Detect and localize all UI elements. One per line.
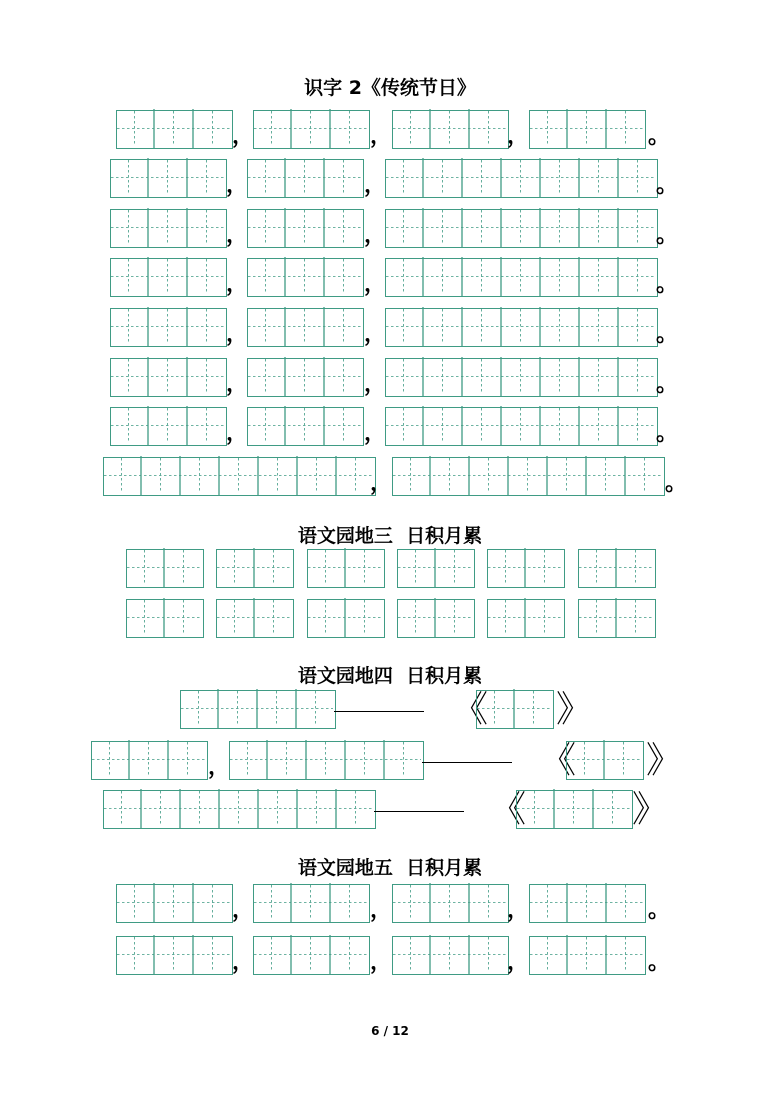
writing-grid[interactable] [392,457,665,496]
writing-grid[interactable] [385,358,658,397]
writing-grid[interactable] [578,599,656,638]
book-title-close-mark: 》 [632,789,669,830]
writing-grid[interactable] [110,159,227,198]
writing-grid[interactable] [529,936,646,975]
period-mark: 。 [656,322,679,347]
section-title-garden-3: 语文园地三 日积月累 [297,525,483,547]
writing-grid[interactable] [247,308,364,347]
writing-grid[interactable] [91,741,208,780]
writing-grid[interactable] [110,407,227,446]
writing-grid[interactable] [216,549,294,588]
comma-mark: ， [370,898,393,923]
comma-mark: ， [232,898,255,923]
comma-mark: ， [232,950,255,975]
writing-grid[interactable] [116,936,233,975]
period-mark: 。 [656,272,679,297]
comma-mark: ， [370,124,393,149]
writing-grid[interactable] [126,599,204,638]
writing-grid[interactable] [103,790,376,829]
comma-mark: ， [226,223,249,248]
writing-grid[interactable] [247,258,364,297]
writing-grid[interactable] [397,599,475,638]
period-mark: 。 [656,173,679,198]
period-mark: 。 [656,223,679,248]
period-mark: 。 [665,471,688,496]
comma-mark: ， [208,755,231,780]
comma-mark: ， [364,372,387,397]
writing-grid[interactable] [385,308,658,347]
writing-grid[interactable] [247,159,364,198]
comma-mark: ， [370,471,393,496]
page-number: 6 / 12 [371,1024,409,1038]
writing-grid[interactable] [110,258,227,297]
writing-grid[interactable] [229,741,424,780]
writing-grid[interactable] [103,457,376,496]
writing-grid[interactable] [529,884,646,923]
writing-grid[interactable] [487,549,565,588]
period-mark: 。 [656,421,679,446]
writing-grid[interactable] [253,884,370,923]
comma-mark: ， [364,223,387,248]
writing-grid[interactable] [392,936,509,975]
comma-mark: ， [226,421,249,446]
writing-grid[interactable] [253,936,370,975]
writing-grid[interactable] [529,110,646,149]
comma-mark: ， [226,272,249,297]
writing-grid[interactable] [385,407,658,446]
writing-grid[interactable] [385,159,658,198]
section-title-garden-4: 语文园地四 日积月累 [297,665,483,687]
writing-grid[interactable] [116,110,233,149]
dash-line [422,762,512,763]
writing-grid[interactable] [516,790,633,829]
section-title-garden-5: 语文园地五 日积月累 [297,857,483,879]
writing-grid[interactable] [578,549,656,588]
book-title-open-mark: 《 [540,740,577,781]
dash-line [334,711,424,712]
writing-grid[interactable] [116,884,233,923]
writing-grid[interactable] [392,884,509,923]
writing-grid[interactable] [476,690,554,729]
book-title-open-mark: 《 [452,689,489,730]
period-mark: 。 [656,372,679,397]
writing-grid[interactable] [487,599,565,638]
comma-mark: ， [226,322,249,347]
book-title-close-mark: 》 [646,740,683,781]
writing-grid[interactable] [180,690,336,729]
period-mark: 。 [648,898,671,923]
writing-grid[interactable] [566,741,644,780]
comma-mark: ， [364,421,387,446]
writing-grid[interactable] [110,358,227,397]
comma-mark: ， [507,124,530,149]
comma-mark: ， [507,950,530,975]
comma-mark: ， [364,322,387,347]
writing-grid[interactable] [110,209,227,248]
writing-grid[interactable] [307,599,385,638]
dash-line [374,811,464,812]
writing-grid[interactable] [392,110,509,149]
comma-mark: ， [364,272,387,297]
book-title-close-mark: 》 [556,689,593,730]
writing-grid[interactable] [216,599,294,638]
period-mark: 。 [648,950,671,975]
writing-grid[interactable] [110,308,227,347]
writing-grid[interactable] [247,407,364,446]
comma-mark: ， [226,173,249,198]
writing-grid[interactable] [385,258,658,297]
comma-mark: ， [232,124,255,149]
comma-mark: ， [507,898,530,923]
writing-grid[interactable] [397,549,475,588]
comma-mark: ， [364,173,387,198]
book-title-open-mark: 《 [490,789,527,830]
writing-grid[interactable] [247,358,364,397]
writing-grid[interactable] [247,209,364,248]
comma-mark: ， [370,950,393,975]
writing-grid[interactable] [307,549,385,588]
writing-grid[interactable] [253,110,370,149]
comma-mark: ， [226,372,249,397]
period-mark: 。 [648,124,671,149]
section-title-traditional-festivals: 识字 2《传统节日》 [304,77,476,99]
writing-grid[interactable] [126,549,204,588]
writing-grid[interactable] [385,209,658,248]
